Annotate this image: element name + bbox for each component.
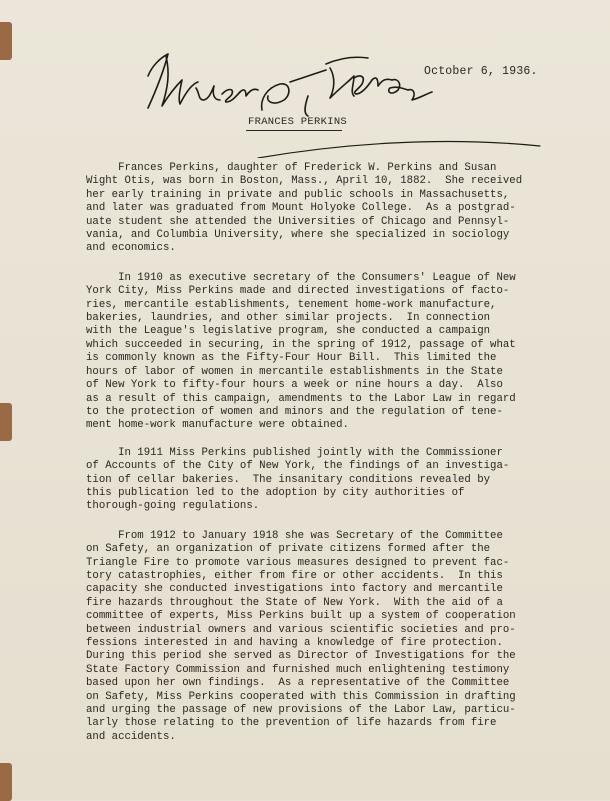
text-line: based upon her own findings. As a representative of the Committee bbox=[86, 677, 510, 690]
text-line: on Safety, an organization of private citizens formed after the bbox=[86, 543, 491, 556]
text-line: as a result of this campaign, amendments to the Labor Law in regard bbox=[86, 392, 516, 405]
text-line: capacity she conducted investigations into factory and mercantile bbox=[86, 583, 503, 596]
binder-tab-middle bbox=[0, 403, 12, 441]
subject-name: FRANCES PERKINS bbox=[248, 116, 348, 128]
text-line: and economics. bbox=[86, 242, 176, 255]
text-line: and accidents. bbox=[86, 730, 176, 743]
text-line: and later was graduated from Mount Holyoke College. As a postgrad- bbox=[86, 202, 516, 215]
text-line: During this period she served as Director of Investigations for the bbox=[86, 650, 516, 663]
paragraph-1 bbox=[86, 162, 556, 256]
text-line: is commonly known as the Fifty-Four Hour Bill. This limited the bbox=[86, 352, 497, 365]
text-line: committee of experts, Miss Perkins built up a system of cooperation bbox=[86, 610, 516, 623]
text-line: Frances Perkins, daughter of Frederick W. Perkins and Susan bbox=[86, 162, 497, 174]
text-line: of New York to fifty-four hours a week or nine hours a day. Also bbox=[86, 379, 503, 392]
text-line: bakeries, laundries, and other similar projects. In connection bbox=[86, 312, 491, 325]
paragraph-4 bbox=[86, 530, 556, 745]
text-line: hours of labor of women in mercantile establishments in the State bbox=[86, 365, 503, 378]
document-date: October 6, 1936. bbox=[424, 65, 538, 78]
text-line: From 1912 to January 1918 she was Secretary of the Committee bbox=[86, 529, 503, 542]
binder-tab-bottom bbox=[0, 763, 12, 801]
text-line: with the League's legislative program, she conducted a campaign bbox=[86, 325, 491, 338]
text-line: on Safety, Miss Perkins cooperated with this Commission in drafting bbox=[86, 690, 516, 703]
text-line: this publication led to the adoption by city authorities of bbox=[86, 486, 465, 499]
text-line: uate student she attended the Universities of Chicago and Pennsyl- bbox=[86, 215, 510, 228]
binder-tab-top bbox=[0, 22, 12, 60]
paragraph-3 bbox=[86, 447, 556, 514]
text-line: Wight Otis, was born in Boston, Mass., April 10, 1882. She received bbox=[86, 175, 523, 188]
text-line: fire hazards throughout the State of New York. With the aid of a bbox=[86, 596, 503, 609]
text-line: York City, Miss Perkins made and directed investigations of facto- bbox=[86, 285, 510, 298]
text-line: and urging the passage of new provisions of the Labor Law, particu- bbox=[86, 704, 516, 717]
text-line: vania, and Columbia University, where she specialized in sociology bbox=[86, 229, 510, 242]
text-line: larly those relating to the prevention of life hazards from fire bbox=[86, 717, 497, 730]
text-line: ment home-work manufacture were obtained. bbox=[86, 419, 349, 432]
text-line: which succeeded in securing, in the spring of 1912, passage of what bbox=[86, 338, 516, 351]
text-line: In 1910 as executive secretary of the Consumers' League of New bbox=[86, 271, 516, 284]
text-line: her early training in private and public schools in Massachusetts, bbox=[86, 188, 510, 201]
name-underline bbox=[246, 130, 342, 131]
text-line: fessions interested in and having a knowledge of fire protection. bbox=[86, 637, 503, 649]
document-body bbox=[86, 162, 556, 759]
text-line: thorough-going regulations. bbox=[86, 500, 260, 513]
text-line: to the protection of women and minors and the regulation of tene- bbox=[86, 405, 503, 418]
text-line: ries, mercantile establishments, tenement home-work manufacture, bbox=[86, 298, 497, 311]
paragraph-2 bbox=[86, 272, 556, 433]
text-line: State Factory Commission and furnished much enlightening testimony bbox=[86, 663, 510, 676]
text-line: In 1911 Miss Perkins published jointly with the Commissioner bbox=[86, 446, 503, 459]
text-line: Triangle Fire to promote various measures designed to prevent fac- bbox=[86, 556, 510, 569]
text-line: between industrial owners and various scientific societies and pro- bbox=[86, 623, 516, 636]
text-line: tory catastrophies, either from fire or other accidents. In this bbox=[86, 569, 503, 582]
text-line: tion of cellar bakeries. The insanitary conditions revealed by bbox=[86, 473, 491, 486]
text-line: of Accounts of the City of New York, the findings of an investiga- bbox=[86, 460, 510, 473]
